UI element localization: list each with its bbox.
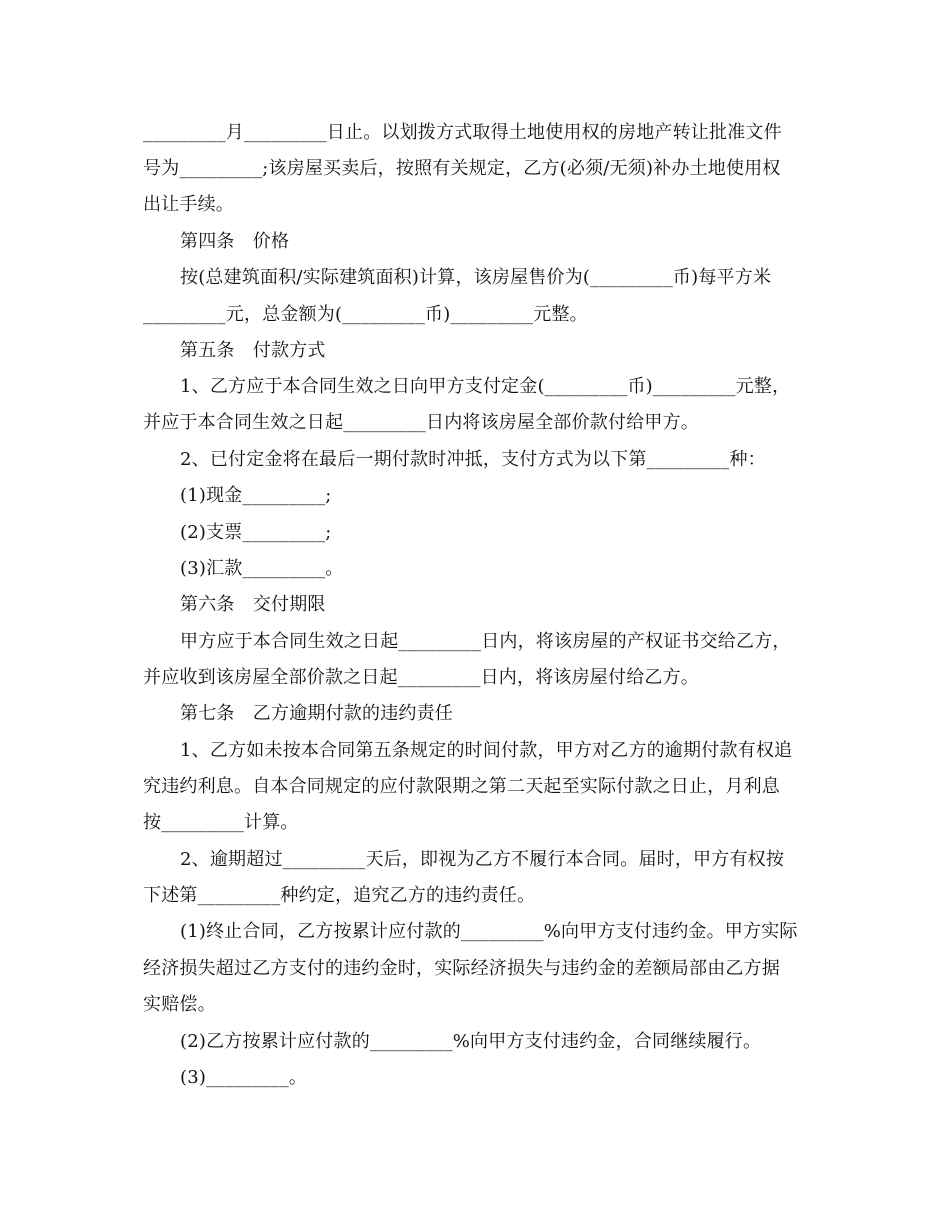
section-heading: 第四条 价格 <box>180 231 290 252</box>
text-line: 实赔偿。 <box>143 994 216 1015</box>
text-line: 1、乙方应于本合同生效之日向甲方支付定金(_________币)_________元整， <box>180 376 791 397</box>
text-line: 按(总建筑面积/实际建筑面积)计算，该房屋售价为(_________币)每平方米 <box>180 267 772 288</box>
text-line: 1、乙方如未按本合同第五条规定的时间付款，甲方对乙方的逾期付款有权追 <box>180 740 793 761</box>
text-line: 下述第_________种约定，追究乙方的违约责任。 <box>143 885 536 906</box>
text-line: 按_________计算。 <box>143 812 299 833</box>
text-line: 并应收到该房屋全部价款之日起_________日内，将该房屋付给乙方。 <box>143 667 699 688</box>
text-line: 号为_________;该房屋买卖后，按照有关规定，乙方(必须/无须)补办土地使用权 <box>143 158 781 179</box>
text-line: 究违约利息。自本合同规定的应付款限期之第二天起至实际付款之日止，月利息 <box>143 776 780 797</box>
list-item: (1)现金_________; <box>180 485 332 506</box>
list-item: (3)_________。 <box>180 1067 308 1088</box>
list-item: (2)支票_________; <box>180 522 332 543</box>
text-line: 2、已付定金将在最后一期付款时冲抵，支付方式为以下第_________种： <box>180 449 766 470</box>
section-heading: 第五条 付款方式 <box>180 340 326 361</box>
text-line: 甲方应于本合同生效之日起_________日内，将该房屋的产权证书交给乙方， <box>180 631 791 652</box>
text-line: 经济损失超过乙方支付的违约金时，实际经济损失与违约金的差额局部由乙方据 <box>143 958 780 979</box>
text-line: 出让手续。 <box>143 194 234 215</box>
text-line: 并应于本合同生效之日起_________日内将该房屋全部价款付给甲方。 <box>143 412 699 433</box>
list-item: (3)汇款_________。 <box>180 558 344 579</box>
section-heading: 第七条 乙方逾期付款的违约责任 <box>180 703 453 724</box>
text-line: _________月_________日止。以划拨方式取得土地使用权的房地产转让批准文件 <box>143 122 782 143</box>
text-line: _________元，总金额为(_________币)_________元整。 <box>143 304 588 325</box>
list-item: (1)终止合同，乙方按累计应付款的_________%向甲方支付违约金。甲方实际 <box>180 921 798 942</box>
text-line: 2、逾期超过_________天后，即视为乙方不履行本合同。届时，甲方有权按 <box>180 849 785 870</box>
list-item: (2)乙方按累计应付款的_________%向甲方支付违约金，合同继续履行。 <box>180 1031 762 1052</box>
section-heading: 第六条 交付期限 <box>180 594 326 615</box>
